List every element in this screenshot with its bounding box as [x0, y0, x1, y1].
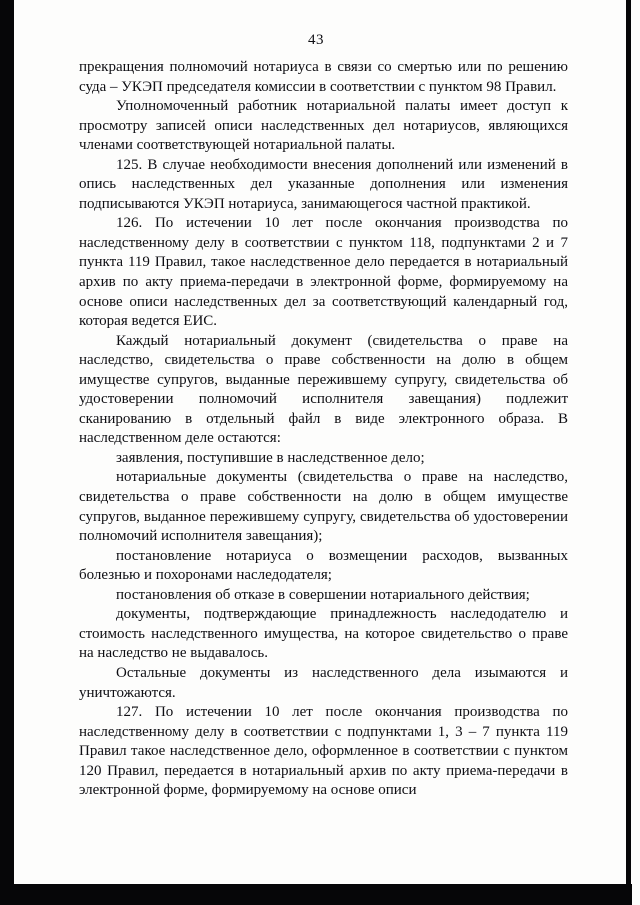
paragraph: Каждый нотариальный документ (свидетельства о праве на наследство, свидетельства о праве собственности на долю в общем имуществе супругов, выданные пережившему супругу, свидетельства об удостоверении полномочий исполнителя завещания) подлежит сканированию в отдельный файл в виде электронного образа. В наследственном деле остаются: [79, 332, 568, 447]
scan-border-right [626, 0, 631, 887]
paragraph: прекращения полномочий нотариуса в связи со смертью или по решению суда – УКЭП председателя комиссии в соответствии с пунктом 98 Правил. [79, 59, 568, 95]
page-number: 43 [308, 32, 324, 48]
paragraph: Остальные документы из наследственного дела изымаются и уничтожаются. [79, 664, 568, 701]
paragraph: 127. По истечении 10 лет после окончания производства по наследственному делу в соответствии с подпунктами 1, 3 – 7 пункта 119 Правил такое наследственное дело, оформленное в соответствии с пунктом 120 Правил, передается в нотариальный архив по акту приема-передачи в электронной форме, формируемому на основе описи [79, 704, 568, 799]
scan-border-bottom [0, 884, 632, 905]
paragraph: документы, подтверждающие принадлежность наследодателю и стоимость наследственного имущества, на которое свидетельство о праве на наследство не выдавалось. [79, 606, 568, 662]
paragraph: нотариальные документы (свидетельства о праве на наследство, свидетельства о праве собственности на долю в общем имуществе супругов, выданное пережившему супругу, свидетельства об удостоверении полномочий исполнителя завещания); [79, 469, 568, 545]
scan-border-left [0, 0, 14, 905]
paragraph: постановления об отказе в совершении нотариального действия; [116, 586, 530, 603]
document-body [79, 58, 568, 801]
paragraph: 126. По истечении 10 лет после окончания производства по наследственному делу в соответствии с пунктом 118, подпунктами 2 и 7 пункта 119 Правил, такое наследственное дело передается в нотариальный архив по акту приема-передачи в электронной форме, формируемому на основе описи наследственных дел за соответствующий календарный год, которая ведется ЕИС. [79, 215, 568, 330]
paragraph: постановление нотариуса о возмещении расходов, вызванных болезнью и похоронами наследодателя; [79, 547, 568, 584]
paragraph: заявления, поступившие в наследственное дело; [116, 449, 425, 466]
paragraph: 125. В случае необходимости внесения дополнений или изменений в опись наследственных дел указанные дополнения или изменения подписываются УКЭП нотариуса, занимающегося частной практикой. [79, 156, 568, 212]
paragraph: Уполномоченный работник нотариальной палаты имеет доступ к просмотру записей описи наследственных дел нотариусов, являющихся членами соответствующей нотариальной палаты. [79, 98, 568, 154]
